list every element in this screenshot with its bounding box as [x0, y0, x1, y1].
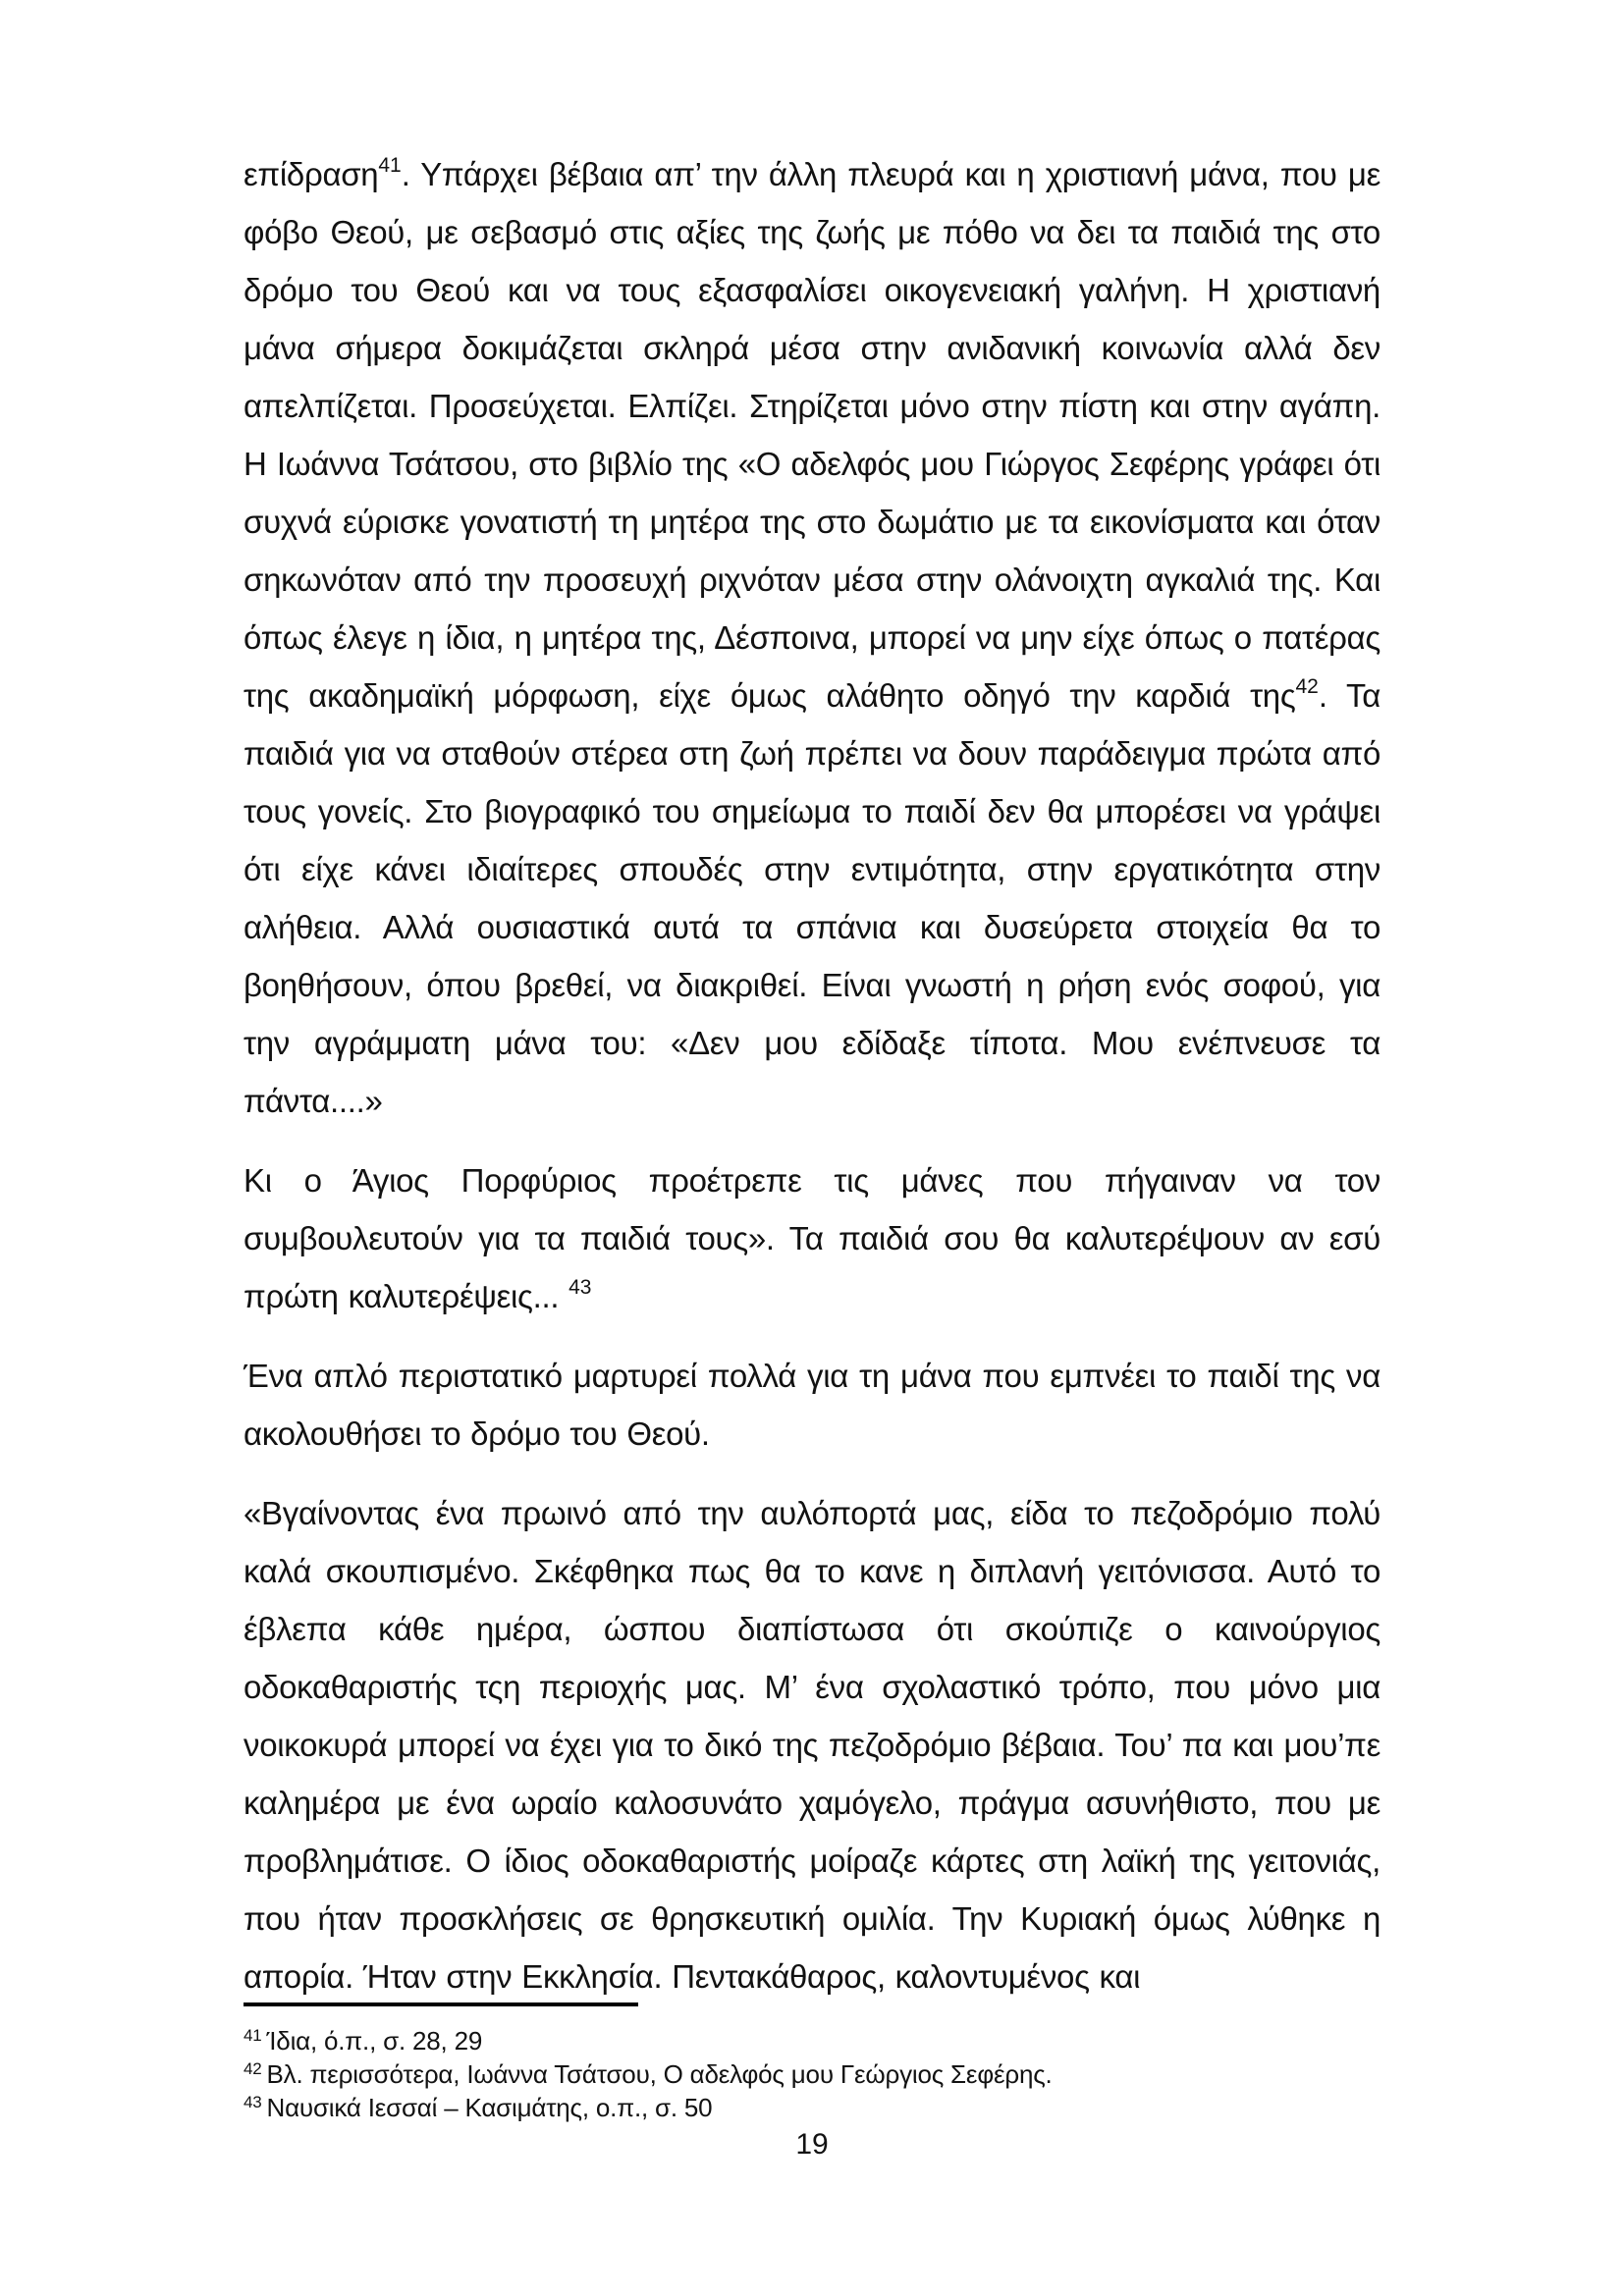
footnote [244, 2024, 1380, 2057]
paragraph [244, 145, 1380, 1130]
footnote-marker: 43 [244, 2093, 262, 2111]
footnote-list [244, 2024, 1380, 2124]
footnote [244, 2091, 1380, 2124]
footnote-reference: 43 [568, 1276, 592, 1299]
text-run: Ένα απλό περιστατικό μαρτυρεί πολλά για τη μάνα που εμπνέει το παιδί της να ακολουθήσει το δρόμο του Θεού. [244, 1358, 1380, 1452]
footnote-text: Βλ. περισσότερα, Ιωάννα Τσάτσου, Ο αδελφός μου Γεώργιος Σεφέρης. [266, 2059, 1053, 2089]
footnote-reference: 42 [1295, 675, 1319, 698]
footnote [244, 2057, 1380, 2091]
paragraph [244, 1484, 1380, 2005]
footnote-area [244, 2002, 1380, 2124]
text-run: . Τα παιδιά για να σταθούν στέρεα στη ζωή πρέπει να δουν παράδειγμα πρώτα από τους γονείς. Στο βιογραφικό του σημείωμα το παιδί δεν θα μπορέσει να γράψει ότι είχε κάνει ιδιαίτερες σπουδές στην εντιμότητα, στην εργατικότητα στην αλήθεια. Αλλά ουσιαστικά αυτά τα σπάνια και δυσεύρετα στοιχεία θα το βοηθήσουν, όπου βρεθεί, να διακριθεί. Είναι γνωστή η ρήση ενός σοφού, για την αγράμματη μάνα του: «Δεν μου εδίδαξε τίποτα. Μου ενέπνευσε τα πάντα....» [244, 677, 1380, 1119]
text-run: . Υπάρχει βέβαια απ’ την άλλη πλευρά και η χριστιανή μάνα, που με φόβο Θεού, με σεβασμό στις αξίες της ζωής με πόθο να δει τα παιδιά της στο δρόμο του Θεού και να τους εξασφαλίσει οικογενειακή γαλήνη. Η χριστιανή μάνα σήμερα δοκιμάζεται σκληρά μέσα στην ανιδανική κοινωνία αλλά δεν απελπίζεται. Προσεύχεται. Ελπίζει. Στηρίζεται μόνο στην πίστη και στην αγάπη. Η Ιωάννα Τσάτσου, στο βιβλίο της «Ο αδελφός μου Γιώργος Σεφέρης γράφει ότι συχνά εύρισκε γονατιστή τη μητέρα της στο δωμάτιο με τα εικονίσματα και όταν σηκωνόταν από την προσευχή ριχνόταν μέσα στην ολάνοιχτη αγκαλιά της. Και όπως έλεγε η ίδια, η μητέρα της, Δέσποινα, μπορεί να μην είχε όπως ο πατέρας της ακαδημαϊκή μόρφωση, είχε όμως αλάθητο οδηγό την καρδιά της [244, 156, 1380, 714]
footnote-separator [244, 2002, 638, 2006]
body-text [244, 145, 1380, 2027]
footnote-marker: 42 [244, 2059, 262, 2078]
text-run: επίδραση [244, 156, 379, 192]
footnote-reference: 41 [378, 154, 402, 177]
paragraph [244, 1347, 1380, 1463]
footnote-text: Ναυσικά Ιεσσαί – Κασιμάτης, ο.π., σ. 50 [266, 2093, 713, 2122]
footnote-marker: 41 [244, 2026, 262, 2045]
paragraph [244, 1151, 1380, 1325]
text-run: Κι ο Άγιος Πορφύριος προέτρεπε τις μάνες που πήγαιναν να τον συμβουλευτούν για τα παιδιά τους». Τα παιδιά σου θα καλυτερέψουν αν εσύ πρώτη καλυτερέψεις... [244, 1162, 1380, 1314]
footnote-text: Ίδια, ό.π., σ. 28, 29 [266, 2026, 483, 2056]
paragraph-container [244, 145, 1380, 2005]
text-run: «Βγαίνοντας ένα πρωινό από την αυλόπορτά μας, είδα το πεζοδρόμιο πολύ καλά σκουπισμένο. Σκέφθηκα πως θα το κανε η διπλανή γειτόνισσα. Αυτό το έβλεπα κάθε ημέρα, ώσπου διαπίστωσα ότι σκούπιζε ο καινούργιος οδοκαθαριστής τςη περιοχής μας. Μ’ ένα σχολαστικό τρόπο, που μόνο μια νοικοκυρά μπορεί να έχει για το δικό της πεζοδρόμιο βέβαια. Του’ πα και μου’πε καλημέρα με ένα ωραίο καλοσυνάτο χαμόγελο, πράγμα ασυνήθιστο, που με προβλημάτισε. Ο ίδιος οδοκαθαριστής μοίραζε κάρτες στη λαϊκή της γειτονιάς, που ήταν προσκλήσεις σε θρησκευτική ομιλία. Την Κυριακή όμως λύθηκε η απορία. Ήταν στην Εκκλησία. Πεντακάθαρος, καλοντυμένος και [244, 1495, 1380, 1995]
page-number: 19 [795, 2128, 829, 2161]
